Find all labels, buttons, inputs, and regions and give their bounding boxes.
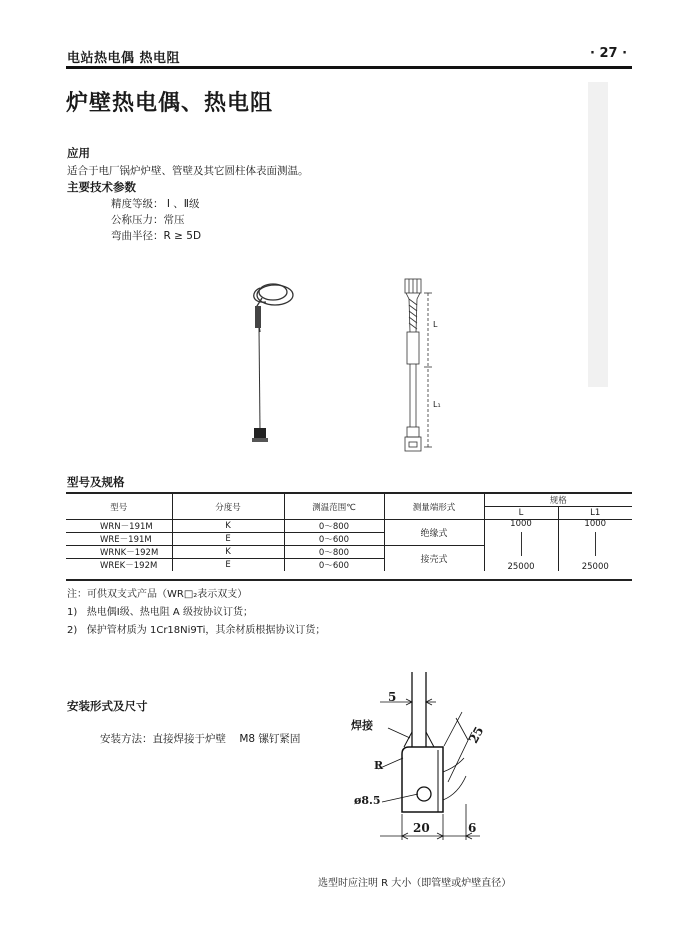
page-number: · 27 ·: [590, 46, 628, 61]
param-bend-radius: 弯曲半径：R ≥ 5D: [111, 230, 202, 242]
cell-graduation: E: [172, 559, 284, 572]
cell-L-range: [484, 520, 558, 572]
note-main: 注：可供双支式产品（WR□₂表示双支）: [67, 589, 248, 600]
table-bottom-rule: [66, 579, 632, 581]
cell-model: WRNK－192M: [66, 546, 172, 559]
note-1: 1) 热电偶Ⅰ级、热电阻 A 级按协议订货；: [67, 607, 253, 618]
cell-range: 0～600: [284, 533, 384, 546]
col-header-terminal: 测量端形式: [384, 494, 484, 520]
installation-method: 安装方法：直接焊接于炉壁 M8 镙钉紧固: [100, 733, 301, 745]
L1-range-bar: [595, 532, 596, 556]
dim-side-label: 25: [466, 724, 487, 746]
spec-table: [66, 494, 632, 571]
col-header-L: L: [484, 507, 558, 520]
cell-model: WREK－192M: [100, 561, 158, 571]
cell-L1-range: [558, 520, 632, 572]
dim-top-label: 5: [388, 690, 397, 704]
cell-range: 0～800: [284, 520, 384, 533]
radius-label: R: [374, 759, 384, 772]
col-header-L1: L1: [558, 507, 632, 520]
table-row: [66, 520, 632, 533]
cell-terminal-grounded: 接壳式: [384, 546, 484, 572]
header-rule: [66, 66, 632, 69]
col-header-spec: 规格: [484, 494, 632, 507]
application-heading: 应用: [67, 146, 90, 160]
application-text: 适合于电厂锅炉炉壁、管壁及其它圆柱体表面测温。: [67, 165, 309, 177]
col-header-model: 型号: [66, 494, 172, 520]
dim-right-label: 6: [468, 821, 477, 835]
cell-model: WRE－191M: [66, 533, 172, 546]
running-header: 电站热电偶 热电阻: [67, 51, 181, 66]
cell-terminal-insulated: 绝缘式: [384, 520, 484, 546]
cell-model: WRN－191M: [66, 520, 172, 533]
cell-range: 0～800: [284, 546, 384, 559]
installation-drawing: [340, 672, 500, 844]
figure-label-L1: L₁: [433, 400, 441, 409]
note-2: 2) 保护管材质为 1Cr18Ni9Ti，其余材质根据协议订货；: [67, 625, 326, 636]
param-accuracy: 精度等级： Ⅰ 、Ⅱ级: [111, 198, 200, 210]
models-heading: 型号及规格: [67, 475, 125, 489]
L-range-bar: [521, 532, 522, 556]
hole-label: ø8.5: [354, 794, 381, 807]
cell-graduation: E: [172, 533, 284, 546]
L-min: 1000: [510, 519, 532, 529]
parameters-heading: 主要技术参数: [67, 180, 136, 194]
product-photo: [240, 270, 310, 455]
col-header-graduation: 分度号: [172, 494, 284, 520]
L1-min: 1000: [584, 519, 607, 529]
figure-label-L: L: [433, 320, 438, 329]
cell-graduation: K: [172, 546, 284, 559]
col-header-range: 测温范围℃: [284, 494, 384, 520]
side-shade: [588, 82, 608, 387]
installation-heading: 安装形式及尺寸: [67, 699, 148, 713]
L1-max: 25000: [581, 562, 609, 572]
dimension-drawing: [395, 277, 445, 462]
page-title: 炉壁热电偶、热电阻: [66, 91, 274, 116]
param-pressure: 公称压力：常压: [111, 214, 185, 226]
L-max: 25000: [507, 562, 535, 572]
installation-caption: 选型时应注明 R 大小（即管壁或炉壁直径）: [318, 878, 512, 889]
cell-range: 0～600: [284, 559, 384, 572]
cell-graduation: K: [172, 520, 284, 533]
weld-label: 焊接: [351, 719, 373, 732]
dim-width-label: 20: [413, 821, 430, 835]
